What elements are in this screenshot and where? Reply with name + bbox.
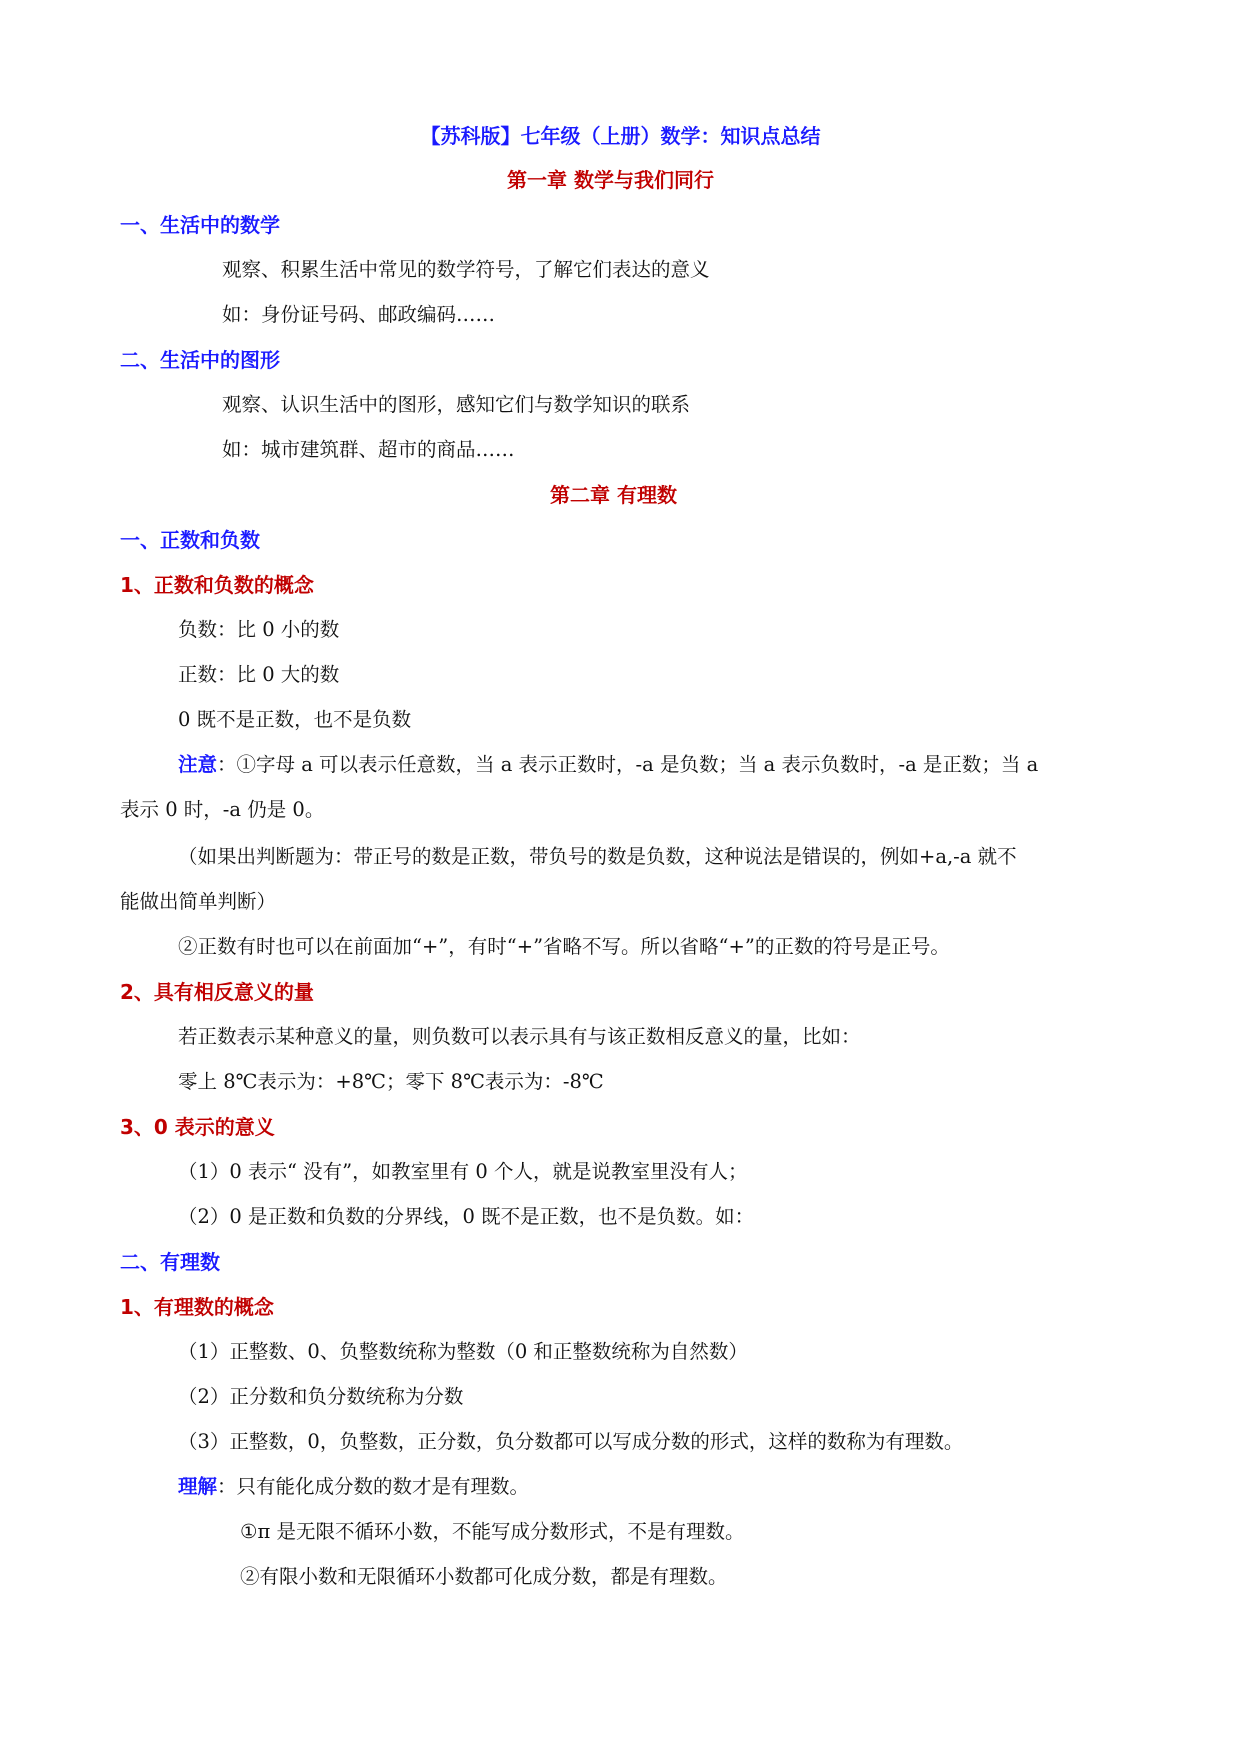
understand-text: ：只有能化成分数的数才是有理数。 [217,1475,530,1498]
note-line2: 表示 0 时，-a 仍是 0。 [120,798,325,821]
rational-concept-1: （1）正整数、0、负整数统称为整数（0 和正整数统称为自然数） [178,1340,748,1363]
note-line1 [178,751,1038,779]
note-label: 注意 [178,753,218,776]
rational-concept-2: （2）正分数和负分数统称为分数 [178,1385,464,1408]
understand-line [178,1473,529,1501]
ch1-s2-paragraph2: 如：城市建筑群、超市的商品…… [222,438,515,461]
understand-item-2: ②有限小数和无限循环小数都可化成分数，都是有理数。 [240,1565,728,1588]
ch1-s2-paragraph1: 观察、认识生活中的图形，感知它们与数学知识的联系 [222,393,691,416]
ch1-s1-paragraph2: 如：身份证号码、邮政编码…… [222,303,496,326]
note2-line: ②正数有时也可以在前面加“+”，有时“+”省略不写。所以省略“+”的正数的符号是正号。 [178,935,950,958]
ch2-s1-sub2-heading: 2、具有相反意义的量 [120,980,314,1004]
note-text: ：①字母 a 可以表示任意数，当 a 表示正数时，-a 是负数；当 a 表示负数时，-a 是正数；当 a [217,753,1039,776]
ch1-section1-heading: 一、生活中的数学 [120,213,280,237]
ch2-s1-sub3-heading: 3、0 表示的意义 [120,1115,275,1139]
ch1-section2-heading: 二、生活中的图形 [120,348,280,372]
ch2-s2-sub1-heading: 1、有理数的概念 [120,1295,274,1319]
understand-label: 理解 [178,1475,218,1498]
paren-line2: 能做出简单判断） [120,890,277,913]
rational-concept-3: （3）正整数，0，负整数，正分数，负分数都可以写成分数的形式，这样的数称为有理数。 [178,1430,964,1453]
temperature-example: 零上 8℃表示为：+8℃；零下 8℃表示为：-8℃ [178,1070,604,1093]
chapter1-heading: 第一章 数学与我们同行 [507,168,714,192]
understand-item-1: ①π 是无限不循环小数，不能写成分数形式，不是有理数。 [240,1520,745,1543]
opposite-quantity-text: 若正数表示某种意义的量，则负数可以表示具有与该正数相反意义的量，比如： [178,1025,861,1048]
ch1-s1-paragraph1: 观察、积累生活中常见的数学符号，了解它们表达的意义 [222,258,710,281]
paren-line1: （如果出判断题为：带正号的数是正数，带负号的数是负数，这种说法是错误的，例如+a,-a 就不 [178,845,1017,868]
ch2-s1-sub1-heading: 1、正数和负数的概念 [120,573,314,597]
chapter2-heading: 第二章 有理数 [550,483,677,507]
zero-meaning-2: （2）0 是正数和负数的分界线，0 既不是正数，也不是负数。如： [178,1205,755,1228]
document-title: 【苏科版】七年级（上册）数学：知识点总结 [420,124,821,148]
positive-definition: 正数：比 0 大的数 [178,663,340,686]
zero-meaning-1: （1）0 表示“ 没有”，如教室里有 0 个人，就是说教室里没有人； [178,1160,748,1183]
zero-definition: 0 既不是正数，也不是负数 [178,708,412,731]
ch2-section2-heading: 二、有理数 [120,1250,220,1274]
ch2-section1-heading: 一、正数和负数 [120,528,260,552]
negative-definition: 负数：比 0 小的数 [178,618,340,641]
